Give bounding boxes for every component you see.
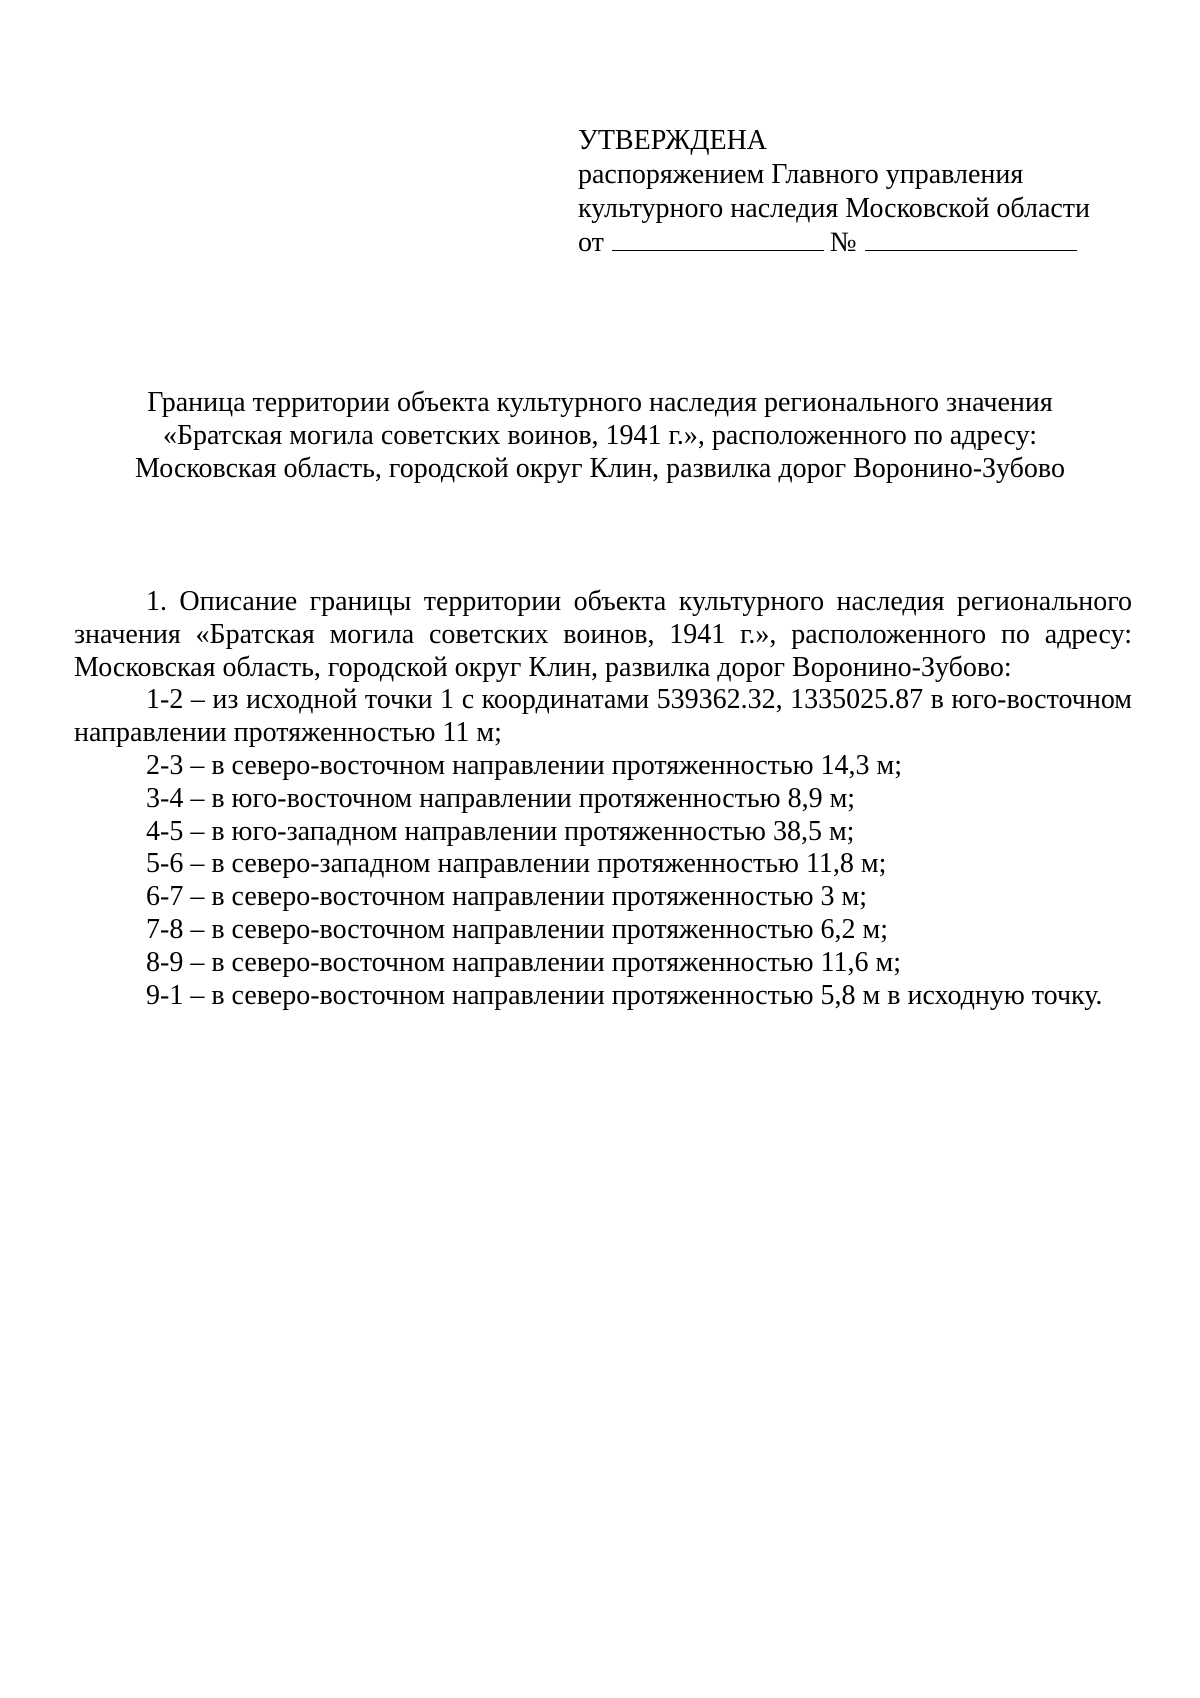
segment-9-1: 9-1 – в северо-восточном направлении протяженностью 5,8 м в исходную точку. [146, 979, 1103, 1011]
date-blank-field [612, 226, 824, 251]
approval-authority-line-2: культурного наследия Московской области [578, 193, 1091, 224]
number-blank-field [865, 226, 1077, 251]
title-line-3: Московская область, городской округ Клин, развилка дорог Воронино-Зубово [135, 453, 1065, 484]
number-label: № [829, 227, 857, 258]
approval-date-number-line [578, 226, 1138, 260]
segment-3-4: 3-4 – в юго-восточном направлении протяженностью 8,9 м; [146, 782, 856, 814]
description-intro-paragraph: 1. Описание границы территории объекта культурного наследия регионального значения «Братская могила советских воинов, 1941 г.», расположенного по адресу: Московская область, городской округ Клин, развилка дорог Воронино-Зубово: [74, 586, 1132, 683]
segment-8-9: 8-9 – в северо-восточном направлении протяженностью 11,6 м; [146, 946, 902, 978]
document-title [60, 386, 1140, 485]
title-line-2: «Братская могила советских воинов, 1941 г.», расположенного по адресу: [162, 420, 1038, 451]
segment-2-3: 2-3 – в северо-восточном направлении протяженностью 14,3 м; [146, 749, 903, 781]
boundary-description [74, 586, 1132, 1012]
segment-6-7: 6-7 – в северо-восточном направлении протяженностью 3 м; [146, 881, 868, 913]
segment-7-8: 7-8 – в северо-восточном направлении протяженностью 6,2 м; [146, 913, 889, 945]
segment-1-2: 1-2 – из исходной точки 1 с координатами 539362.32, 1335025.87 в юго-восточном направлении протяженностью 11 м; [74, 684, 1132, 749]
approval-stamp-block [578, 124, 1138, 260]
approved-label: УТВЕРЖДЕНА [578, 125, 768, 156]
segment-4-5: 4-5 – в юго-западном направлении протяженностью 38,5 м; [146, 815, 855, 847]
from-label: от [578, 227, 604, 258]
title-line-1: Граница территории объекта культурного наследия регионального значения [147, 387, 1053, 418]
approval-authority-line-1: распоряжением Главного управления [578, 159, 1024, 190]
segment-5-6: 5-6 – в северо-западном направлении протяженностью 11,8 м; [146, 848, 887, 880]
